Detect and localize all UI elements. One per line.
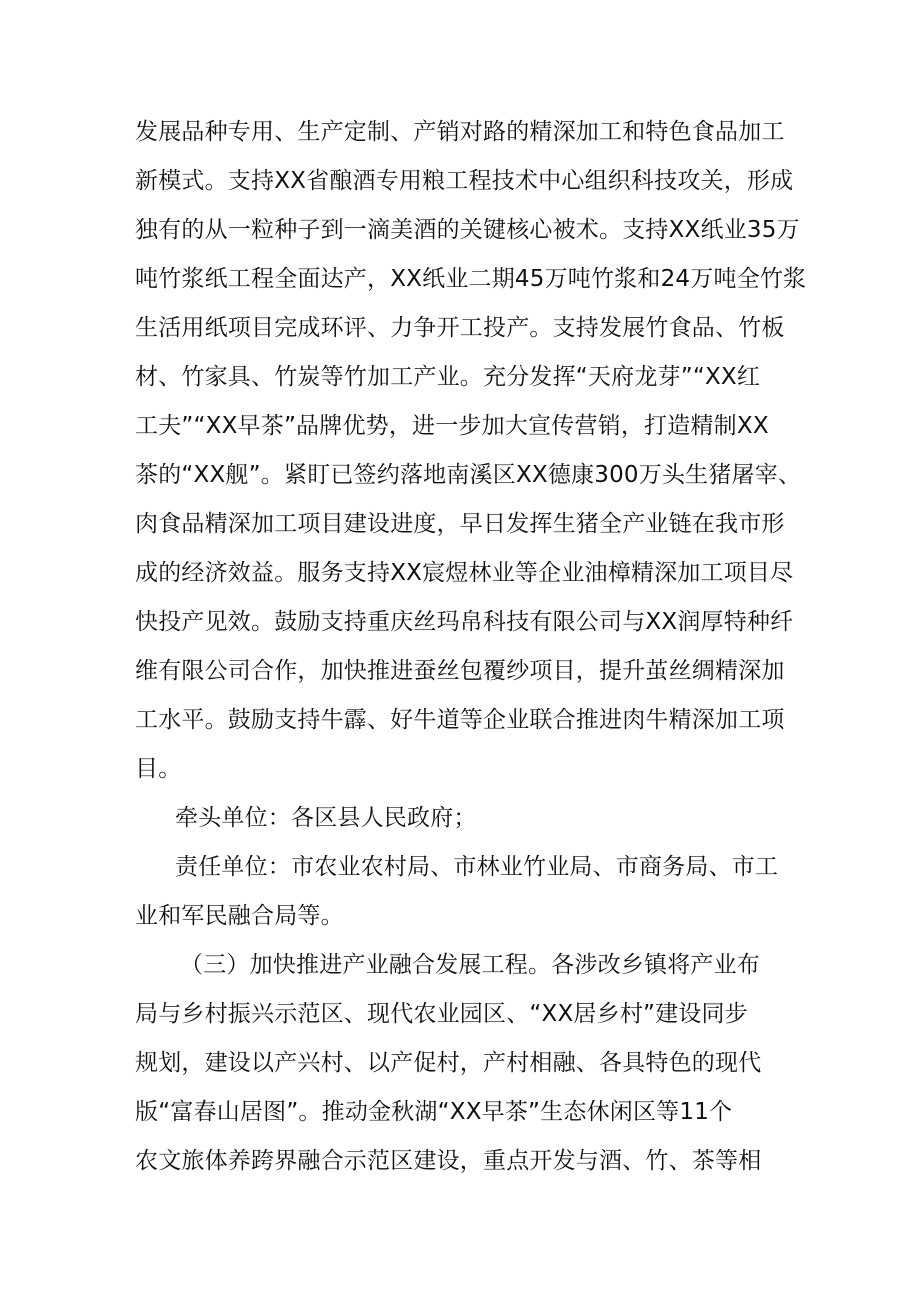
paragraph-line: 目。 (135, 756, 182, 782)
paragraph-line: 维有限公司合作，加快推进蚕丝包覆纱项目，提升茧丝绸精深加 (135, 658, 785, 684)
paragraph-line: 茶的“XX舰”。紧盯已签约落地南溪区XX德康300万头生猪屠宰、 (135, 462, 802, 488)
responsible-unit-line: 责任单位：市农业农村局、市林业竹业局、市商务局、市工 (175, 854, 779, 880)
paragraph-line: 版“富春山居图”。推动金秋湖“XX早茶”生态休闲区等11个 (135, 1099, 733, 1125)
paragraph-line: 规划，建设以产兴村、以产促村，产村相融、各具特色的现代 (135, 1050, 762, 1076)
paragraph-line: 工水平。鼓励支持牛霹、好牛道等企业联合推进肉牛精深加工项 (135, 707, 785, 733)
paragraph-line: 独有的从一粒种子到一滴美酒的关键核心被术。支持XX纸业35万 (135, 217, 800, 243)
paragraph-line: 工夫”“XX早茶”品牌优势，进一步加大宣传营销，打造精制XX (135, 413, 769, 439)
paragraph-line: 肉食品精深加工项目建设进度，早日发挥生猪全产业链在我市形 (135, 511, 785, 537)
paragraph-line: 吨竹浆纸工程全面达产，XX纸业二期45万吨竹浆和24万吨全竹浆 (135, 266, 807, 292)
paragraph-line: 快投产见效。鼓励支持重庆丝玛帛科技有限公司与XX润厚特种纤 (135, 609, 794, 635)
paragraph-line: 成的经济效益。服务支持XX宸煜林业等企业油樟精深加工项目尽 (135, 560, 794, 586)
paragraph-line: 农文旅体养跨界融合示范区建设，重点开发与酒、竹、茶等相 (135, 1148, 762, 1174)
paragraph-line: 发展品种专用、生产定制、产销对路的精深加工和特色食品加工 (135, 119, 785, 145)
lead-unit-line: 牵头单位：各区县人民政府； (175, 805, 477, 831)
section-heading-line: （三）加快推进产业融合发展工程。各涉改乡镇将产业布 (180, 952, 760, 978)
paragraph-line: 生活用纸项目完成环评、力争开工投产。支持发展竹食品、竹板 (135, 315, 785, 341)
responsible-unit-line: 业和军民融合局等。 (135, 903, 344, 929)
paragraph-line: 新模式。支持XX省酿酒专用粮工程技术中心组织科技攻关，形成 (135, 168, 794, 194)
paragraph-line: 局与乡村振兴示范区、现代农业园区、“XX居乡村”建设同步 (135, 1001, 748, 1027)
paragraph-line: 材、竹家具、竹炭等竹加工产业。充分发挥“天府龙芽”“XX红 (135, 364, 761, 390)
